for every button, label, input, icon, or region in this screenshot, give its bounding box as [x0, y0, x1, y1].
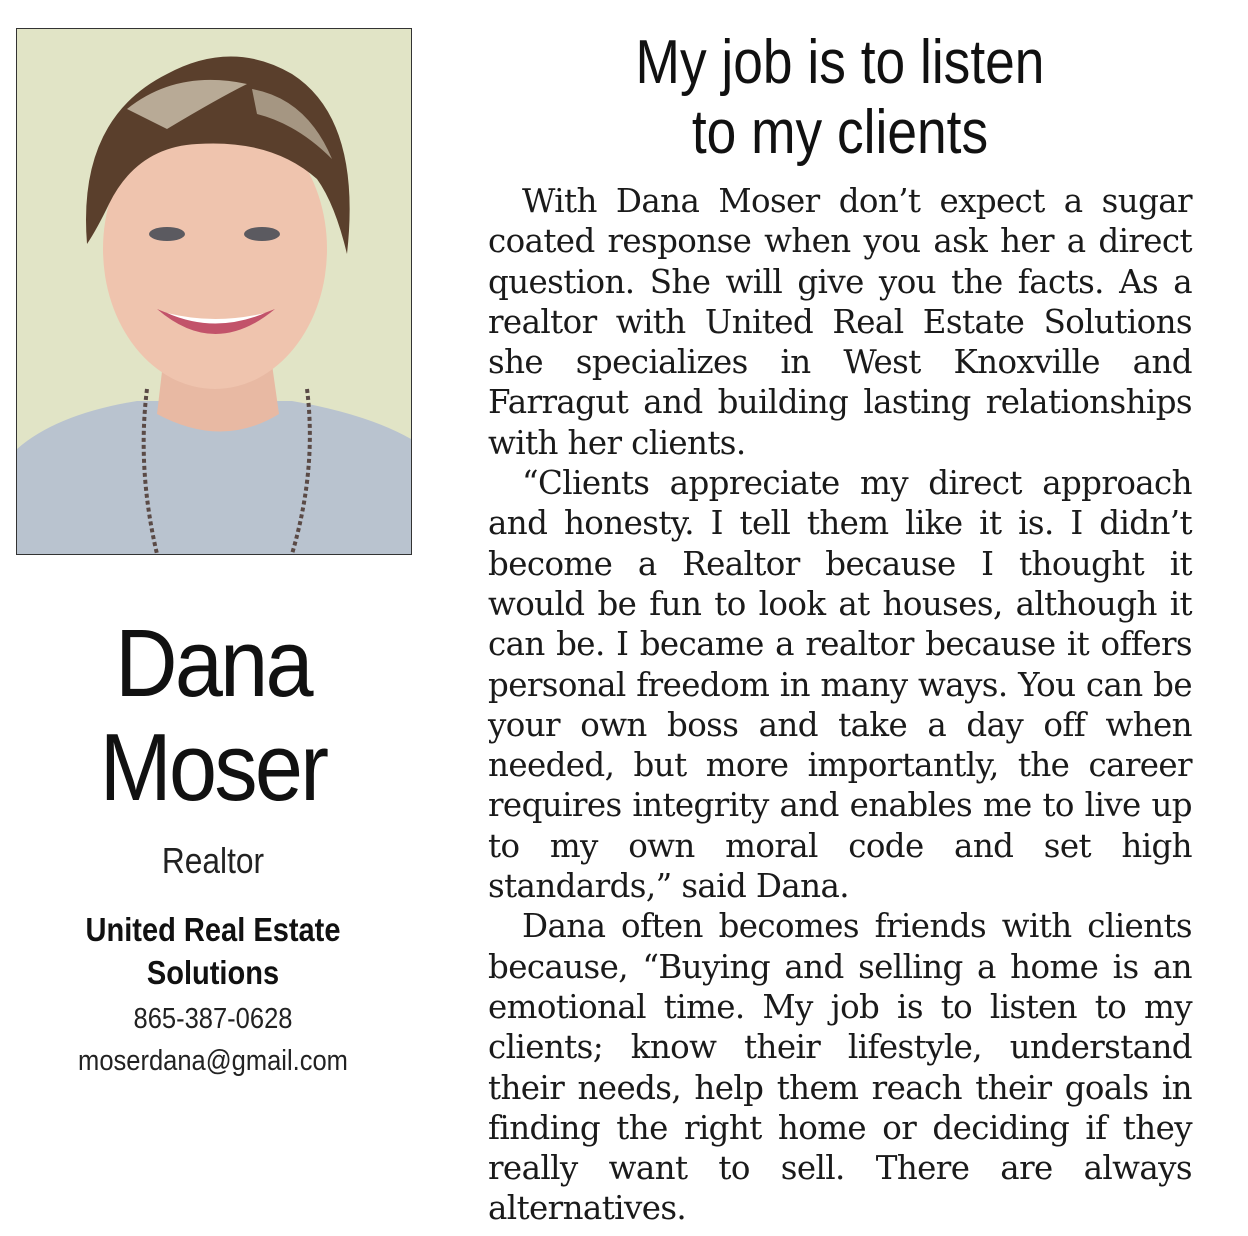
portrait-photo [16, 28, 412, 555]
headline-line-2: to my clients [691, 98, 989, 167]
profile-phone: 865-387-0628 [133, 1003, 293, 1035]
article-headline [537, 28, 1142, 168]
article-body [488, 181, 1192, 1229]
profile-first-name: Dana [115, 610, 311, 717]
article-paragraph-3: Dana often becomes friends with clients because, “Buying and selling a home is an emotional time. My job is to listen to my clients; know their lifestyle, understand their needs, help them reach their goals in finding the right home or deciding if they really want to sell. There are always alternatives. [488, 907, 1192, 1228]
profile-last-name: Moser [99, 714, 327, 821]
company-line-2: Solutions [146, 954, 280, 991]
headline-line-1: My job is to listen [635, 28, 1045, 97]
article-paragraph-2: “Clients appreciate my direct approach and honesty. I tell them like it is. I didn’t become a Realtor because I thought it would be fun to look at houses, although it can be. I became a realtor because it offers personal freedom in many ways. You can be your own boss and take a day off when needed, but more importantly, the career requires integrity and enables me to live up to my own moral code and set high standards,” said Dana. [488, 464, 1192, 906]
company-line-1: United Real Estate [85, 911, 341, 948]
profile-name [36, 612, 391, 820]
profile-email: moserdana@gmail.com [78, 1045, 348, 1077]
article-paragraph-1: With Dana Moser don’t expect a sugar coated response when you ask her a direct question. She will give you the facts. As a realtor with United Real Estate Solutions she specializes in West Knoxville and Farragut and building lasting relationships with her clients. [488, 182, 1192, 462]
profile-company [40, 908, 387, 994]
profile-role: Realtor [161, 840, 265, 881]
